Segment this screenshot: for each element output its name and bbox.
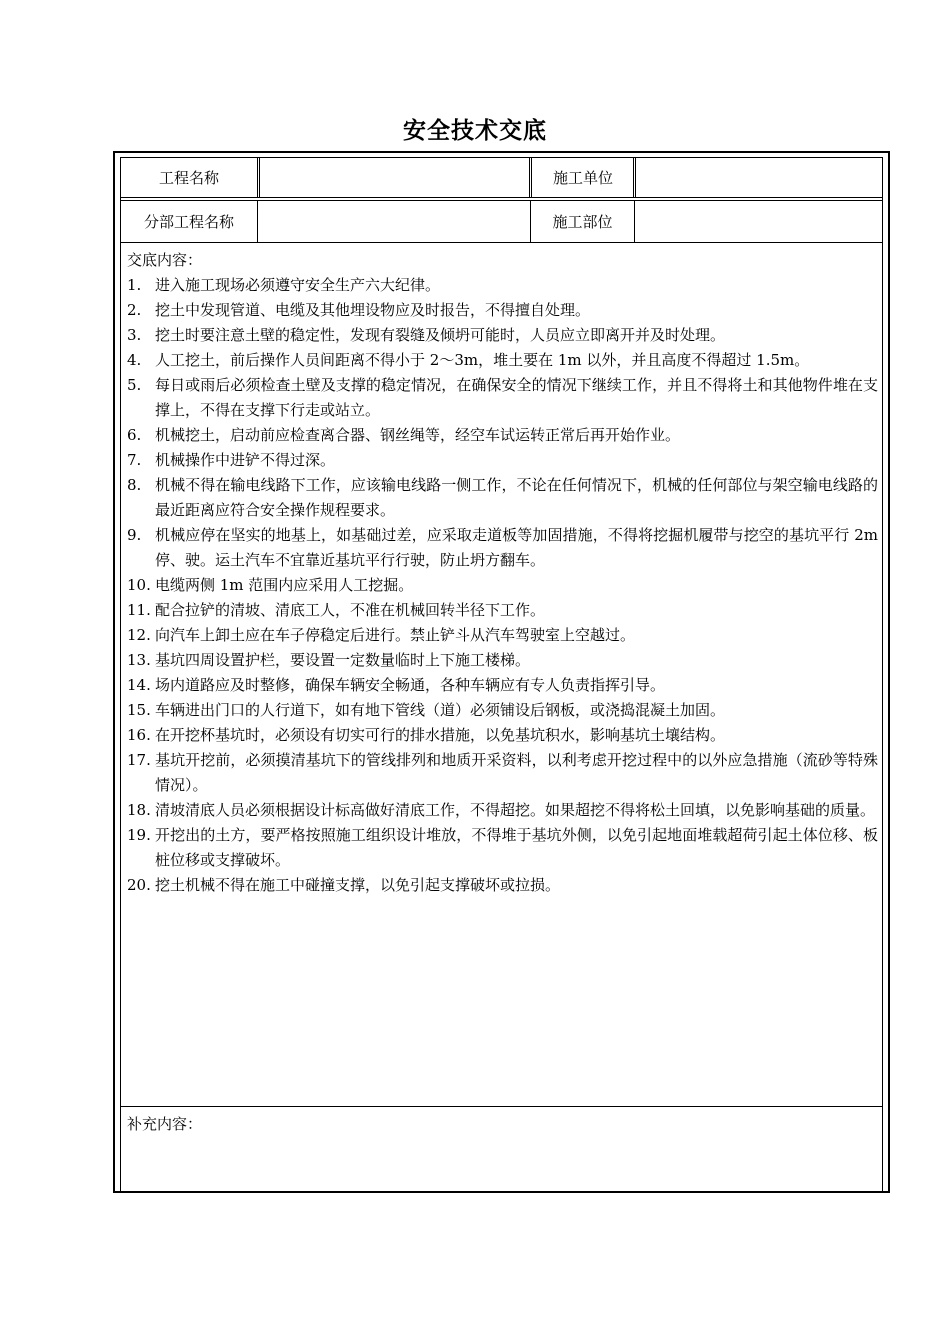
construction-part-value[interactable] — [635, 201, 882, 242]
item-text: 清坡清底人员必须根据设计标高做好清底工作，不得超挖。如果超挖不得将松土回填，以免影响基础的质量。 — [155, 801, 876, 819]
item-text: 场内道路应及时整修，确保车辆安全畅通，各种车辆应有专人负责指挥引导。 — [155, 676, 666, 694]
item-number: 1. — [127, 276, 142, 294]
item-number: 9. — [127, 526, 142, 544]
form-table — [113, 151, 890, 1193]
list-item — [127, 823, 878, 873]
project-name-value[interactable] — [261, 158, 529, 197]
list-item — [127, 373, 878, 423]
construction-part-label: 施工部位 — [552, 213, 613, 231]
item-text: 机械不得在输电线路下工作，应该输电线路一侧工作，不论在任何情况下，机械的任何部位与架空输电线路的最近距离应符合安全操作规程要求。 — [155, 476, 878, 519]
item-text: 在开挖杯基坑时，必须设有切实可行的排水措施，以免基坑积水，影响基坑土壤结构。 — [155, 726, 726, 744]
item-text: 每日或雨后必须检查土壁及支撑的稳定情况，在确保安全的情况下继续工作，并且不得将土和其他物件堆在支撑上，不得在支撑下行走或站立。 — [155, 376, 878, 419]
item-text: 车辆进出门口的人行道下，如有地下管线（道）必须铺设后钢板，或浇捣混凝土加固。 — [155, 701, 726, 719]
item-number: 19. — [127, 826, 151, 844]
list-item — [127, 323, 878, 348]
item-number: 12. — [127, 626, 151, 644]
item-text: 人工挖土，前后操作人员间距离不得小于 2～3m，堆土要在 1m 以外，并且高度不得超过 1.5m。 — [155, 351, 810, 369]
item-text: 进入施工现场必须遵守安全生产六大纪律。 — [155, 276, 441, 294]
list-item — [127, 423, 878, 448]
item-text: 电缆两侧 1m 范围内应采用人工挖掘。 — [155, 576, 414, 594]
list-item — [127, 573, 878, 598]
item-number: 3. — [127, 326, 142, 344]
item-text: 机械应停在坚实的地基上，如基础过差，应采取走道板等加固措施，不得将挖掘机履带与挖空的基坑平行 2m 停、驶。运土汽车不宜靠近基坑平行行驶，防止坍方翻车。 — [155, 526, 878, 569]
item-text: 基坑四周设置护栏，要设置一定数量临时上下施工楼梯。 — [155, 651, 531, 669]
list-item — [127, 623, 878, 648]
header-row-1 — [121, 158, 882, 201]
sub-project-value[interactable] — [258, 201, 530, 242]
form-inner-frame — [120, 157, 883, 1191]
construction-unit-label: 施工单位 — [552, 169, 613, 187]
item-number: 5. — [127, 376, 142, 394]
document-title: 安全技术交底 — [403, 117, 547, 144]
supplement-label: 补充内容： — [127, 1115, 203, 1133]
item-number: 4. — [127, 351, 142, 369]
item-text: 机械挖土，启动前应检查离合器、钢丝绳等，经空车试运转正常后再开始作业。 — [155, 426, 681, 444]
list-item — [127, 648, 878, 673]
item-number: 7. — [127, 451, 142, 469]
item-text: 开挖出的土方，要严格按照施工组织设计堆放，不得堆于基坑外侧，以免引起地面堆载超荷引起土体位移、板桩位移或支撑破坏。 — [155, 826, 878, 869]
list-item — [127, 673, 878, 698]
item-text: 挖土中发现管道、电缆及其他埋设物应及时报告，不得擅自处理。 — [155, 301, 591, 319]
item-number: 20. — [127, 876, 151, 894]
list-item — [127, 598, 878, 623]
construction-unit-value[interactable] — [637, 158, 882, 197]
cell-divider — [633, 158, 636, 197]
item-text: 配合拉铲的清坡、清底工人，不准在机械回转半径下工作。 — [155, 601, 546, 619]
item-number: 10. — [127, 576, 151, 594]
item-text: 挖土时要注意土壁的稳定性，发现有裂缝及倾坍可能时，人员应立即离开并及时处理。 — [155, 326, 726, 344]
cell-divider — [257, 158, 260, 197]
item-number: 6. — [127, 426, 142, 444]
briefing-items-list — [127, 273, 878, 898]
project-name-label: 工程名称 — [158, 169, 219, 187]
header-row-2 — [121, 201, 882, 243]
briefing-content-label: 交底内容： — [127, 251, 203, 269]
item-number: 2. — [127, 301, 142, 319]
cell-divider — [529, 158, 532, 197]
supplement-section — [121, 1107, 882, 1191]
briefing-content-section — [121, 243, 882, 1107]
item-number: 14. — [127, 676, 151, 694]
list-item — [127, 698, 878, 723]
item-number: 8. — [127, 476, 142, 494]
list-item — [127, 473, 878, 523]
item-number: 17. — [127, 751, 151, 769]
list-item — [127, 873, 878, 898]
list-item — [127, 723, 878, 748]
list-item — [127, 448, 878, 473]
list-item — [127, 348, 878, 373]
item-number: 15. — [127, 701, 151, 719]
list-item — [127, 798, 878, 823]
item-text: 挖土机械不得在施工中碰撞支撑，以免引起支撑破坏或拉损。 — [155, 876, 561, 894]
list-item — [127, 523, 878, 573]
item-number: 13. — [127, 651, 151, 669]
item-text: 机械操作中进铲不得过深。 — [155, 451, 336, 469]
sub-project-label: 分部工程名称 — [143, 213, 234, 231]
item-text: 基坑开挖前，必须摸清基坑下的管线排列和地质开采资料，以利考虑开挖过程中的以外应急措施（流砂等特殊情况）。 — [155, 751, 878, 794]
list-item — [127, 748, 878, 798]
list-item — [127, 273, 878, 298]
item-text: 向汽车上卸土应在车子停稳定后进行。禁止铲斗从汽车驾驶室上空越过。 — [155, 626, 636, 644]
item-number: 18. — [127, 801, 151, 819]
list-item — [127, 298, 878, 323]
item-number: 11. — [127, 601, 151, 619]
item-number: 16. — [127, 726, 151, 744]
